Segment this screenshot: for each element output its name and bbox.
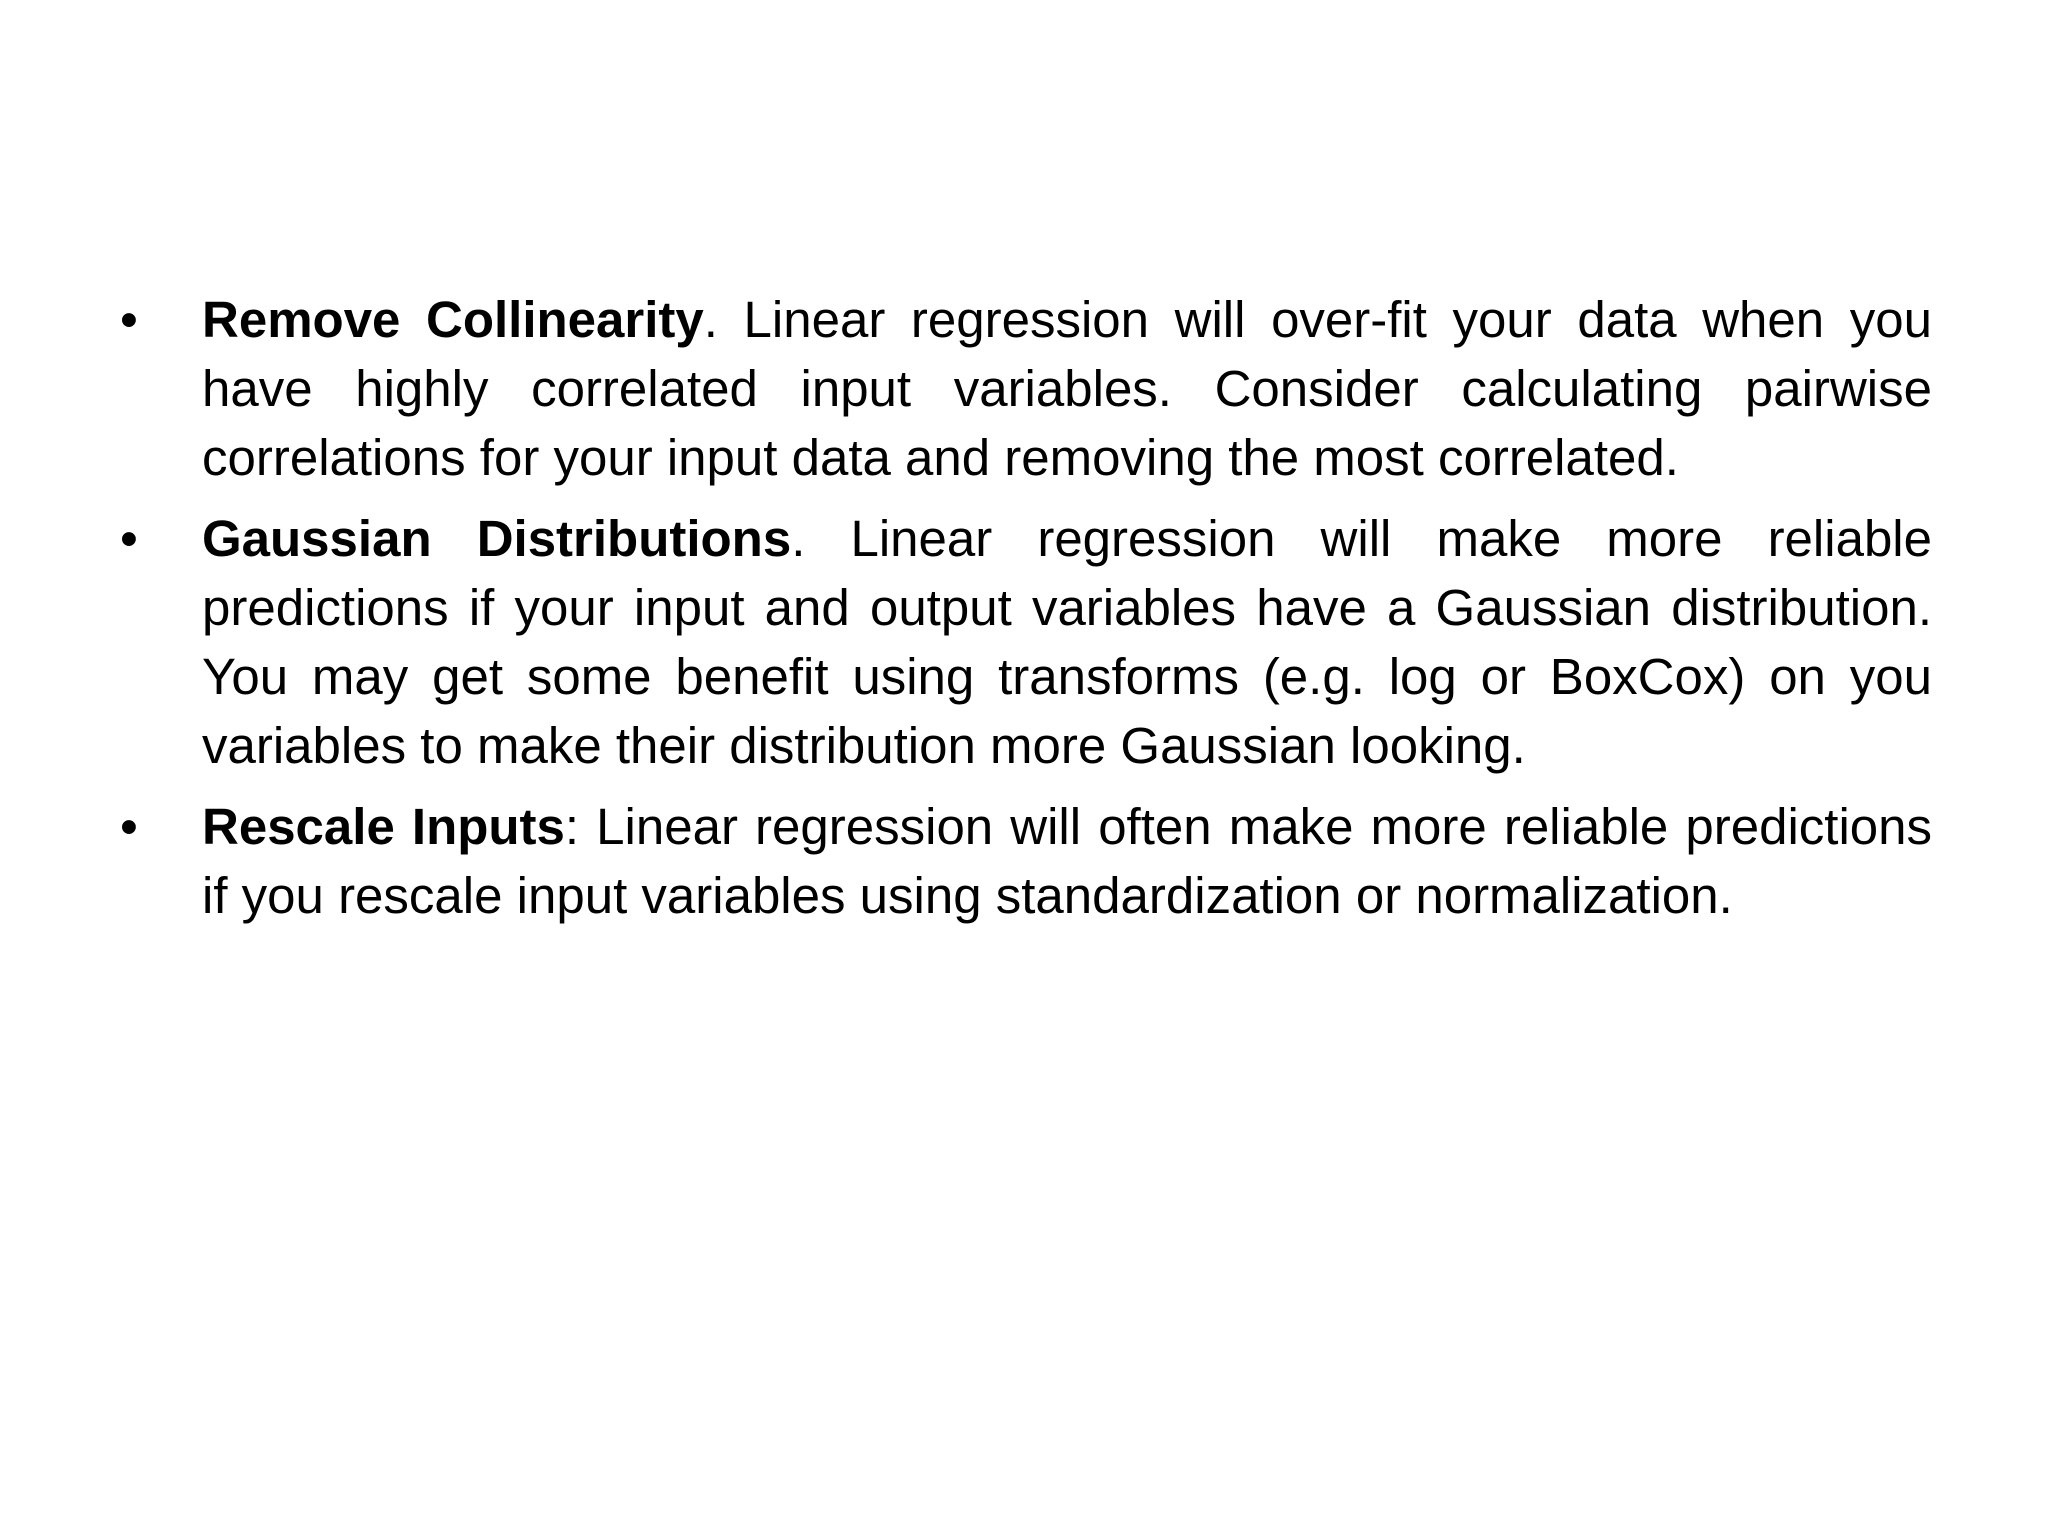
bullet-marker: • [120, 510, 138, 567]
bullet-text [202, 285, 1932, 492]
bullet-body: Linear regression will make more reliable predictions if your input and output variables have a Gaussian distribution. You may get some benefit using transforms (e.g. log or BoxCox) on you variables to make their distribution more Gaussian looking. [202, 510, 1933, 774]
bullet-separator: : [564, 798, 580, 855]
bullet-text [202, 792, 1932, 930]
bullet-separator: . [791, 510, 806, 567]
bullet-term: Remove Collinearity [202, 291, 704, 348]
bullet-list [120, 285, 1932, 942]
bullet-body: Linear regression will often make more reliable predictions if you rescale input variables using standardization or normalization. [202, 798, 1932, 924]
bullet-marker: • [120, 798, 138, 855]
bullet-body: Linear regression will over-fit your data when you have highly correlated input variables. Consider calculating pairwise correlations for your input data and removing the most correlated. [202, 291, 1932, 486]
bullet-separator: . [703, 291, 718, 348]
bullet-term: Gaussian Distributions [202, 510, 792, 567]
bullet-item-remove-collinearity [120, 285, 1932, 492]
bullet-item-rescale-inputs [120, 792, 1932, 930]
bullet-term: Rescale Inputs [202, 798, 565, 855]
bullet-marker: • [120, 291, 138, 348]
bullet-text [202, 504, 1932, 780]
bullet-item-gaussian-distributions [120, 504, 1932, 780]
